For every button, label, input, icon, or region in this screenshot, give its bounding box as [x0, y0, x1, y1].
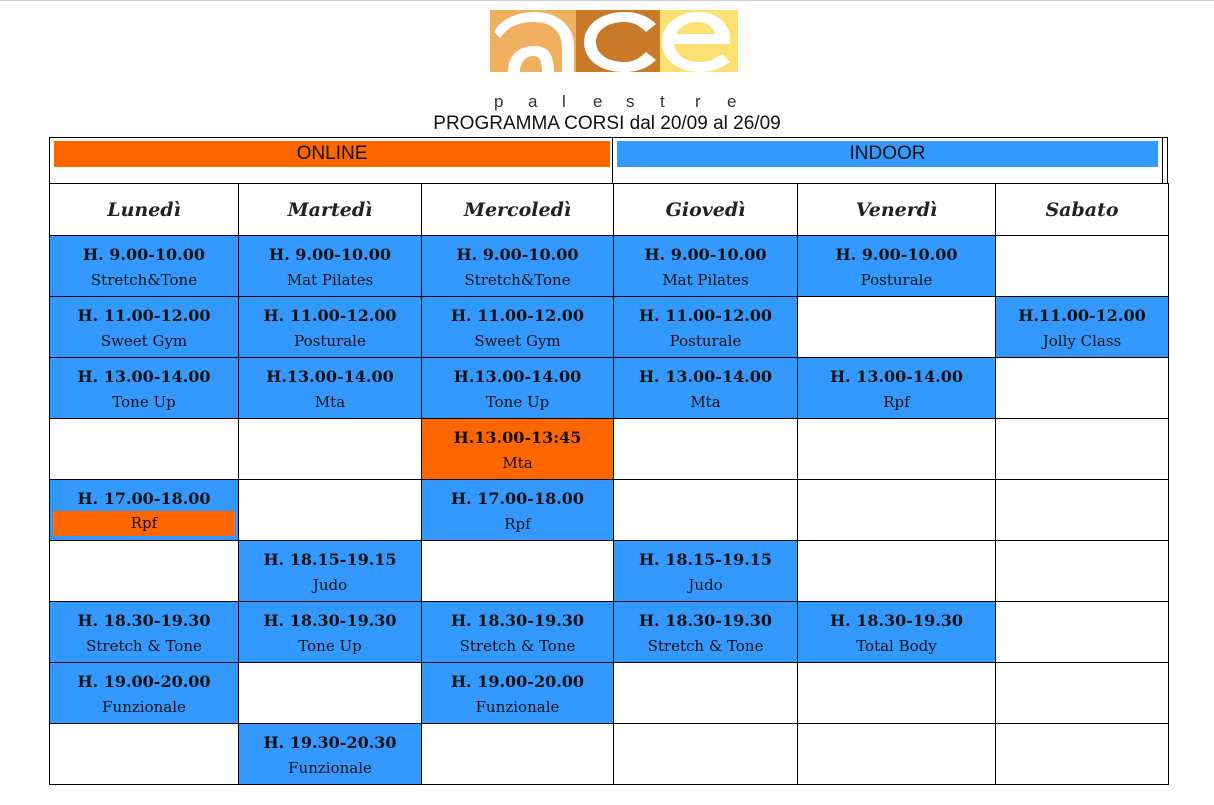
day-header-row [50, 184, 1169, 236]
class-time: H. 9.00-10.00 [835, 245, 958, 264]
class-name: Rpf [53, 511, 235, 536]
class-slot [239, 724, 422, 785]
class-name: Stretch&Tone [464, 271, 571, 289]
page-title: PROGRAMMA CORSI dal 20/09 al 26/09 [433, 113, 781, 134]
class-slot [239, 541, 422, 602]
empty-slot [798, 541, 996, 602]
class-name: Stretch & Tone [86, 637, 202, 655]
class-name: Rpf [504, 515, 531, 533]
schedule-row [50, 419, 1169, 480]
class-slot [422, 236, 614, 297]
schedule-row [50, 480, 1169, 541]
class-time: H.11.00-12.00 [1018, 306, 1146, 325]
class-name: Tone Up [298, 637, 362, 655]
class-name: Jolly Class [1042, 332, 1122, 350]
class-name: Judo [688, 576, 723, 594]
class-time: H. 13.00-14.00 [829, 367, 964, 386]
class-name: Stretch&Tone [90, 271, 198, 289]
schedule-row [50, 602, 1169, 663]
schedule-row [50, 541, 1169, 602]
day-header: Mercoledì [422, 184, 614, 236]
class-slot [614, 236, 798, 297]
tagline-letter: a [528, 92, 538, 111]
class-name: Sweet Gym [474, 332, 561, 350]
empty-slot [50, 724, 239, 785]
empty-slot [239, 419, 422, 480]
class-name: Rpf [883, 393, 910, 411]
class-name: Funzionale [102, 698, 186, 716]
empty-slot [798, 724, 996, 785]
class-time: H. 11.00-12.00 [263, 306, 397, 325]
class-slot [798, 358, 996, 419]
class-slot [798, 602, 996, 663]
class-name: Stretch & Tone [647, 637, 764, 655]
empty-slot [996, 419, 1169, 480]
empty-slot [996, 541, 1169, 602]
class-name: Sweet Gym [100, 332, 188, 350]
class-slot [422, 419, 614, 480]
class-name: Mta [502, 454, 533, 472]
tagline-letter: l [562, 92, 566, 111]
class-time: H. 18.30-19.30 [450, 611, 585, 630]
empty-slot [996, 663, 1169, 724]
empty-slot [614, 480, 798, 541]
tagline-letter: r [695, 92, 701, 111]
class-slot [50, 480, 239, 541]
class-time: H.13.00-14.00 [453, 367, 582, 386]
empty-slot [50, 419, 239, 480]
class-time: H. 19.30-20.30 [263, 733, 397, 752]
class-time: H. 11.00-12.00 [450, 306, 585, 325]
class-slot [996, 297, 1169, 358]
empty-slot [239, 480, 422, 541]
class-slot [239, 602, 422, 663]
schedule-row [50, 724, 1169, 785]
class-name: Judo [312, 576, 348, 594]
class-time: H. 9.00-10.00 [269, 245, 391, 264]
class-slot [614, 297, 798, 358]
class-slot [50, 236, 239, 297]
class-slot [422, 480, 614, 541]
class-name: Mat Pilates [662, 271, 749, 289]
class-time: H. 13.00-14.00 [638, 367, 773, 386]
class-time: H. 13.00-14.00 [77, 367, 211, 386]
empty-slot [614, 724, 798, 785]
empty-slot [614, 663, 798, 724]
class-time: H.13.00-14.00 [266, 367, 394, 386]
class-name: Mta [314, 393, 346, 411]
day-header: Giovedì [614, 184, 798, 236]
schedule-table [49, 183, 1169, 785]
class-slot [422, 358, 614, 419]
class-time: H. 18.15-19.15 [638, 550, 773, 569]
class-time: H. 17.00-18.00 [450, 489, 585, 508]
legend-divider [612, 137, 613, 183]
class-name: Total Body [856, 637, 937, 655]
empty-slot [996, 602, 1169, 663]
class-time: H. 18.30-19.30 [77, 611, 211, 630]
empty-slot [50, 541, 239, 602]
class-time: H. 11.00-12.00 [77, 306, 211, 325]
class-slot [798, 236, 996, 297]
tagline-letter: p [494, 92, 504, 111]
tagline-letter: s [626, 92, 635, 111]
empty-slot [996, 358, 1169, 419]
class-time: H. 18.15-19.15 [263, 550, 397, 569]
empty-slot [798, 663, 996, 724]
empty-slot [422, 541, 614, 602]
class-time: H. 9.00-10.00 [456, 245, 579, 264]
day-header: Venerdì [798, 184, 996, 236]
empty-slot [422, 724, 614, 785]
class-time: H. 19.00-20.00 [450, 672, 585, 691]
class-slot [50, 602, 239, 663]
tagline-letter: e [727, 92, 737, 111]
empty-slot [996, 724, 1169, 785]
class-time: H. 9.00-10.00 [644, 245, 767, 264]
empty-slot [798, 297, 996, 358]
class-name: Mta [690, 393, 721, 411]
class-slot [614, 358, 798, 419]
class-slot [614, 602, 798, 663]
class-time: H. 17.00-18.00 [77, 489, 211, 508]
class-name: Posturale [294, 332, 366, 350]
ace-palestre-logo [490, 10, 740, 111]
empty-slot [798, 480, 996, 541]
ace-logo-letters-icon [490, 10, 738, 74]
class-time: H. 19.00-20.00 [77, 672, 211, 691]
empty-slot [798, 419, 996, 480]
class-slot [614, 541, 798, 602]
class-time: H. 9.00-10.00 [83, 245, 205, 264]
class-slot [50, 663, 239, 724]
schedule-row [50, 358, 1169, 419]
class-slot [422, 297, 614, 358]
class-time: H. 18.30-19.30 [829, 611, 964, 630]
class-slot [239, 297, 422, 358]
class-slot [50, 297, 239, 358]
class-slot [422, 663, 614, 724]
class-name: Stretch & Tone [459, 637, 576, 655]
day-header: Lunedì [50, 184, 239, 236]
class-slot [422, 602, 614, 663]
class-name: Funzionale [475, 698, 560, 716]
class-time: H. 18.30-19.30 [263, 611, 397, 630]
empty-slot [996, 480, 1169, 541]
schedule-row [50, 236, 1169, 297]
empty-slot [239, 663, 422, 724]
class-name: Funzionale [288, 759, 372, 777]
class-name: Mat Pilates [286, 271, 374, 289]
legend-divider [1162, 137, 1163, 183]
class-time: H. 18.30-19.30 [638, 611, 773, 630]
day-header: Sabato [996, 184, 1169, 236]
class-slot [50, 358, 239, 419]
class-slot [239, 236, 422, 297]
class-name: Posturale [860, 271, 933, 289]
tagline-letter: e [593, 92, 603, 111]
day-header: Martedì [239, 184, 422, 236]
schedule-row [50, 297, 1169, 358]
class-slot [239, 358, 422, 419]
class-name: Posturale [669, 332, 742, 350]
empty-slot [614, 419, 798, 480]
legend-online: ONLINE [54, 141, 610, 167]
tagline-letter: t [660, 92, 665, 111]
class-name: Tone Up [112, 393, 176, 411]
top-border [0, 0, 1214, 1]
class-time: H. 11.00-12.00 [638, 306, 773, 325]
schedule-row [50, 663, 1169, 724]
class-name: Tone Up [485, 393, 550, 411]
class-time: H.13.00-13:45 [453, 428, 582, 447]
empty-slot [996, 236, 1169, 297]
legend-indoor: INDOOR [617, 141, 1158, 167]
